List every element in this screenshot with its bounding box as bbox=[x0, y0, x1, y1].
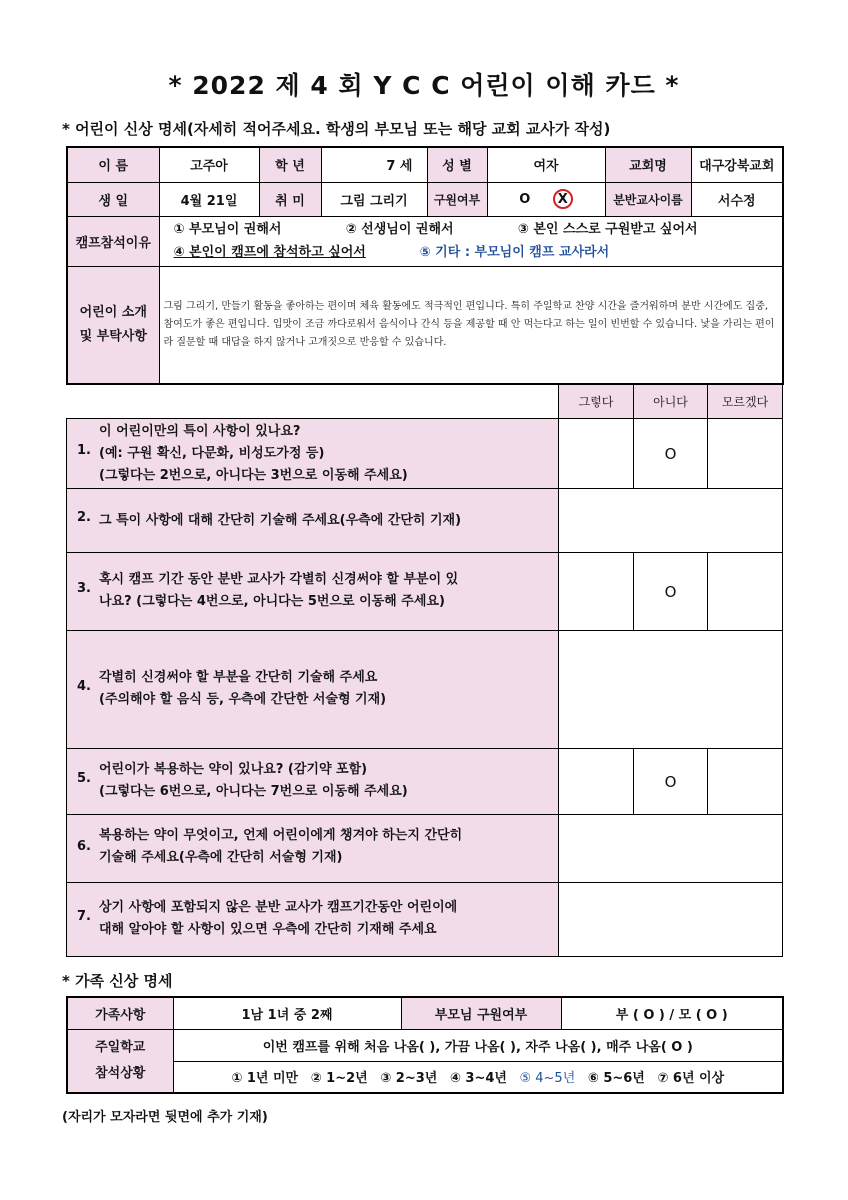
sunday-school-label bbox=[67, 1029, 173, 1093]
question-2-number: 2. bbox=[77, 510, 91, 525]
question-4-line2: (주의해야 할 음식 등, 우측에 간단한 서술형 기재) bbox=[99, 692, 387, 707]
question-6-line2: 기술해 주세요(우측에 간단히 서술형 기재) bbox=[99, 850, 343, 865]
question-2-cell bbox=[67, 489, 559, 553]
parents-saved-label: 부모님 구원여부 bbox=[401, 997, 561, 1029]
grade-label: 학 년 bbox=[259, 147, 321, 182]
question-7-cell bbox=[67, 883, 559, 957]
hobby-label: 취 미 bbox=[259, 182, 321, 216]
section-child-info-heading: * 어린이 신상 명세(자세히 적어주세요. 학생의 부모님 또는 해당 교회 교사가 작성) bbox=[62, 120, 611, 138]
question-7-number: 7. bbox=[77, 909, 91, 924]
question-1-no[interactable]: O bbox=[634, 419, 708, 489]
hobby-value[interactable]: 그림 그리기 bbox=[321, 182, 427, 216]
question-3-line1: 혹시 캠프 기간 동안 분반 교사가 각별히 신경써야 할 부분이 있 bbox=[99, 572, 459, 587]
question-2-answer[interactable] bbox=[559, 489, 783, 553]
grade-value[interactable]: 7 세 bbox=[321, 147, 427, 182]
question-5-yes[interactable] bbox=[559, 749, 634, 815]
birthday-label: 생 일 bbox=[67, 182, 159, 216]
question-3-number: 3. bbox=[77, 581, 91, 596]
question-4-line1: 각별히 신경써야 할 부분을 간단히 기술해 주세요 bbox=[99, 670, 378, 685]
reason-option-4[interactable]: ④ 본인이 캠프에 참석하고 싶어서 bbox=[173, 245, 366, 260]
question-4-cell bbox=[67, 631, 559, 749]
years-option-5-selected[interactable]: ⑤ 4~5년 bbox=[519, 1071, 576, 1087]
saved-x-circled[interactable]: X bbox=[553, 189, 573, 209]
attendance-years bbox=[173, 1061, 783, 1093]
question-1-number: 1. bbox=[77, 443, 91, 458]
questions-table bbox=[66, 384, 783, 957]
question-5-cell bbox=[67, 749, 559, 815]
question-row-5 bbox=[67, 749, 783, 815]
question-1-line3: (그렇다는 2번으로, 아니다는 3번으로 이동해 주세요) bbox=[99, 468, 408, 483]
family-value[interactable]: 1남 1녀 중 2째 bbox=[173, 997, 401, 1029]
question-7-line1: 상기 사항에 포함되지 않은 분반 교사가 캠프기간동안 어린이에 bbox=[99, 900, 458, 915]
reason-label: 캠프참석이유 bbox=[67, 216, 159, 266]
question-1-line2: (예: 구원 확신, 다문화, 비성도가정 등) bbox=[99, 446, 325, 461]
reason-option-1[interactable]: ① 부모님이 권해서 bbox=[173, 222, 282, 237]
question-row-7 bbox=[67, 883, 783, 957]
question-row-2 bbox=[67, 489, 783, 553]
question-1-yes[interactable] bbox=[559, 419, 634, 489]
question-7-line2: 대해 알아야 할 사항이 있으면 우측에 간단히 기재해 주세요 bbox=[99, 922, 437, 937]
question-5-unsure[interactable] bbox=[708, 749, 783, 815]
question-row-3 bbox=[67, 553, 783, 631]
question-7-answer[interactable] bbox=[559, 883, 783, 957]
attendance-frequency[interactable]: 이번 캠프를 위해 처음 나옴( ), 가끔 나옴( ), 자주 나옴( ), 매주 나옴( O ) bbox=[173, 1029, 783, 1061]
name-label: 이 름 bbox=[67, 147, 159, 182]
reason-option-5-selected[interactable]: ⑤ 기타 : 부모님이 캠프 교사라서 bbox=[419, 245, 610, 260]
sunday-school-label-line2: 참석상황 bbox=[95, 1065, 146, 1081]
answer-header-yes: 그렇다 bbox=[559, 385, 634, 419]
years-option-6[interactable]: ⑥ 5~6년 bbox=[587, 1071, 645, 1087]
parents-saved-value[interactable]: 부 ( O ) / 모 ( O ) bbox=[561, 997, 783, 1029]
teacher-label: 분반교사이름 bbox=[605, 182, 691, 216]
reason-option-3[interactable]: ③ 본인 스스로 구원받고 싶어서 bbox=[517, 222, 698, 237]
years-option-3[interactable]: ③ 2~3년 bbox=[380, 1071, 438, 1087]
question-1-unsure[interactable] bbox=[708, 419, 783, 489]
answer-header-no: 아니다 bbox=[634, 385, 708, 419]
question-5-no[interactable]: O bbox=[634, 749, 708, 815]
section-family-heading: * 가족 신상 명세 bbox=[62, 972, 173, 990]
sunday-school-label-line1: 주일학교 bbox=[95, 1039, 146, 1055]
question-6-answer[interactable] bbox=[559, 815, 783, 883]
question-3-cell bbox=[67, 553, 559, 631]
question-6-cell bbox=[67, 815, 559, 883]
years-option-2[interactable]: ② 1~2년 bbox=[310, 1071, 368, 1087]
family-table bbox=[66, 996, 784, 1094]
question-2-line1: 그 특이 사항에 대해 간단히 기술해 주세요(우측에 간단히 기재) bbox=[99, 513, 462, 528]
question-5-number: 5. bbox=[77, 771, 91, 786]
page-title: * 2022 제 4 회 Y C C 어린이 이해 카드 * bbox=[168, 71, 680, 100]
answer-header-unsure: 모르겠다 bbox=[708, 385, 783, 419]
question-6-number: 6. bbox=[77, 839, 91, 854]
intro-label bbox=[67, 266, 159, 384]
intro-label-line1: 어린이 소개 bbox=[79, 304, 147, 320]
question-4-number: 4. bbox=[77, 679, 91, 694]
church-value[interactable]: 대구강북교회 bbox=[691, 147, 783, 182]
birthday-value[interactable]: 4월 21일 bbox=[159, 182, 259, 216]
question-5-line1: 어린이가 복용하는 약이 있나요? (감기약 포함) bbox=[99, 762, 368, 777]
footer-note: (자리가 모자라면 뒷면에 추가 기재) bbox=[62, 1110, 268, 1125]
question-3-line2: 나요? (그렇다는 4번으로, 아니다는 5번으로 이동해 주세요) bbox=[99, 594, 445, 609]
family-label: 가족사항 bbox=[67, 997, 173, 1029]
question-6-line1: 복용하는 약이 무엇이고, 언제 어린이에게 챙겨야 하는지 간단히 bbox=[99, 828, 463, 843]
question-1-cell bbox=[67, 419, 559, 489]
question-3-unsure[interactable] bbox=[708, 553, 783, 631]
question-3-yes[interactable] bbox=[559, 553, 634, 631]
gender-value[interactable]: 여자 bbox=[487, 147, 605, 182]
question-row-6 bbox=[67, 815, 783, 883]
question-1-line1: 이 어린이만의 특이 사항이 있나요? bbox=[99, 424, 301, 439]
church-label: 교회명 bbox=[605, 147, 691, 182]
years-option-7[interactable]: ⑦ 6년 이상 bbox=[657, 1071, 725, 1087]
saved-label: 구원여부 bbox=[427, 182, 487, 216]
child-info-table bbox=[66, 146, 784, 385]
reason-option-2[interactable]: ② 선생님이 권해서 bbox=[345, 222, 454, 237]
question-3-no[interactable]: O bbox=[634, 553, 708, 631]
reason-options bbox=[159, 216, 783, 266]
teacher-value[interactable]: 서수정 bbox=[691, 182, 783, 216]
question-row-4 bbox=[67, 631, 783, 749]
saved-value[interactable] bbox=[487, 182, 605, 216]
intro-text[interactable]: 그림 그리기, 만들기 활동을 좋아하는 편이며 체육 활동에도 적극적인 편입니다. 특히 주일학교 찬양 시간을 즐거워하며 분반 시간에도 집중, 참여도가 좋은 편입니다. 입맛이 조금 까다로워서 음식이나 간식 등을 제공할 때 안 먹는다고 하는 일이 빈번할 수 있습니다. 낯을 가리는 편이라 질문할 때 대답을 하지 않거나 고개짓으로 반응할 수 있습니다. bbox=[159, 266, 783, 384]
question-4-answer[interactable] bbox=[559, 631, 783, 749]
intro-label-line2: 및 부탁사항 bbox=[79, 328, 147, 344]
gender-label: 성 별 bbox=[427, 147, 487, 182]
saved-o[interactable]: O bbox=[519, 192, 531, 207]
question-5-line2: (그렇다는 6번으로, 아니다는 7번으로 이동해 주세요) bbox=[99, 784, 408, 799]
years-option-1[interactable]: ① 1년 미만 bbox=[231, 1071, 299, 1087]
name-value[interactable]: 고주아 bbox=[159, 147, 259, 182]
years-option-4[interactable]: ④ 3~4년 bbox=[449, 1071, 507, 1087]
question-row-1 bbox=[67, 419, 783, 489]
